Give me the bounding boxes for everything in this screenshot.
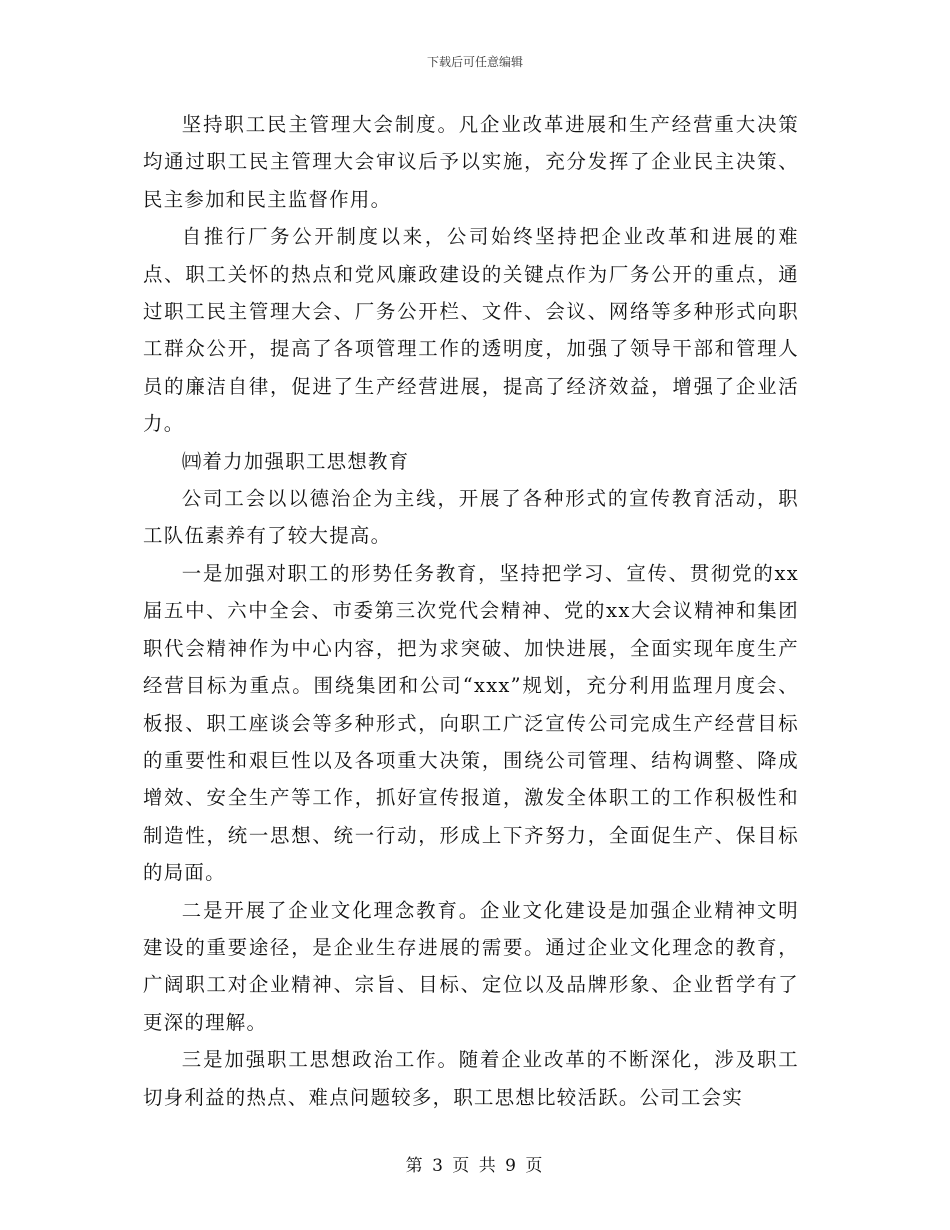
page-header: 下载后可任意编辑 xyxy=(426,55,523,69)
paragraph-6: 三是加强职工思想政治工作。随着企业改革的不断深化，涉及职工切身利益的热点、难点问题较多，职工思想比较活跃。公司工会实 xyxy=(143,1048,799,1109)
paragraph-1: 坚持职工民主管理大会制度。凡企业改革进展和生产经营重大决策均通过职工民主管理大会审议后予以实施，充分发挥了企业民主决策、民主参加和民主监督作用。 xyxy=(143,113,799,211)
paragraph-3: 公司工会以以德治企为主线，开展了各种形式的宣传教育活动，职工队伍素养有了较大提高。 xyxy=(143,487,799,548)
paragraph-4: 一是加强对职工的形势任务教育，坚持把学习、宣传、贯彻党的xx届五中、六中全会、市委第三次党代会精神、党的xx大会议精神和集团职代会精神作为中心内容，把为求突破、加快进展，全面实现年度生产经营目标为重点。围绕集团和公司“xxx”规划，充分利用监理月度会、板报、职工座谈会等多种形式，向职工广泛宣传公司完成生产经营目标的重要性和艰巨性以及各项重大决策，围绕公司管理、结构调整、降成增效、安全生产等工作，抓好宣传报道，激发全体职工的工作积极性和制造性，统一思想、统一行动，形成上下齐努力，全面促生产、保目标的局面。 xyxy=(143,561,799,885)
page-number: 第 3 页 共 9 页 xyxy=(405,1156,545,1176)
document-body xyxy=(143,106,799,1116)
paragraph-2: 自推行厂务公开制度以来，公司始终坚持把企业改革和进展的难点、职工关怀的热点和党风廉政建设的关键点作为厂务公开的重点，通过职工民主管理大会、厂务公开栏、文件、会议、网络等多种形式向职工群众公开，提高了各项管理工作的透明度，加强了领导干部和管理人员的廉洁自律，促进了生产经营进展，提高了经济效益，增强了企业活力。 xyxy=(143,225,799,436)
section-heading: ㈣着力加强职工思想教育 xyxy=(181,449,410,473)
paragraph-5: 二是开展了企业文化理念教育。企业文化建设是加强企业精神文明建设的重要途径，是企业生存进展的需要。通过企业文化理念的教育，广阔职工对企业精神、宗旨、目标、定位以及品牌形象、企业哲学有了更深的理解。 xyxy=(143,898,799,1034)
